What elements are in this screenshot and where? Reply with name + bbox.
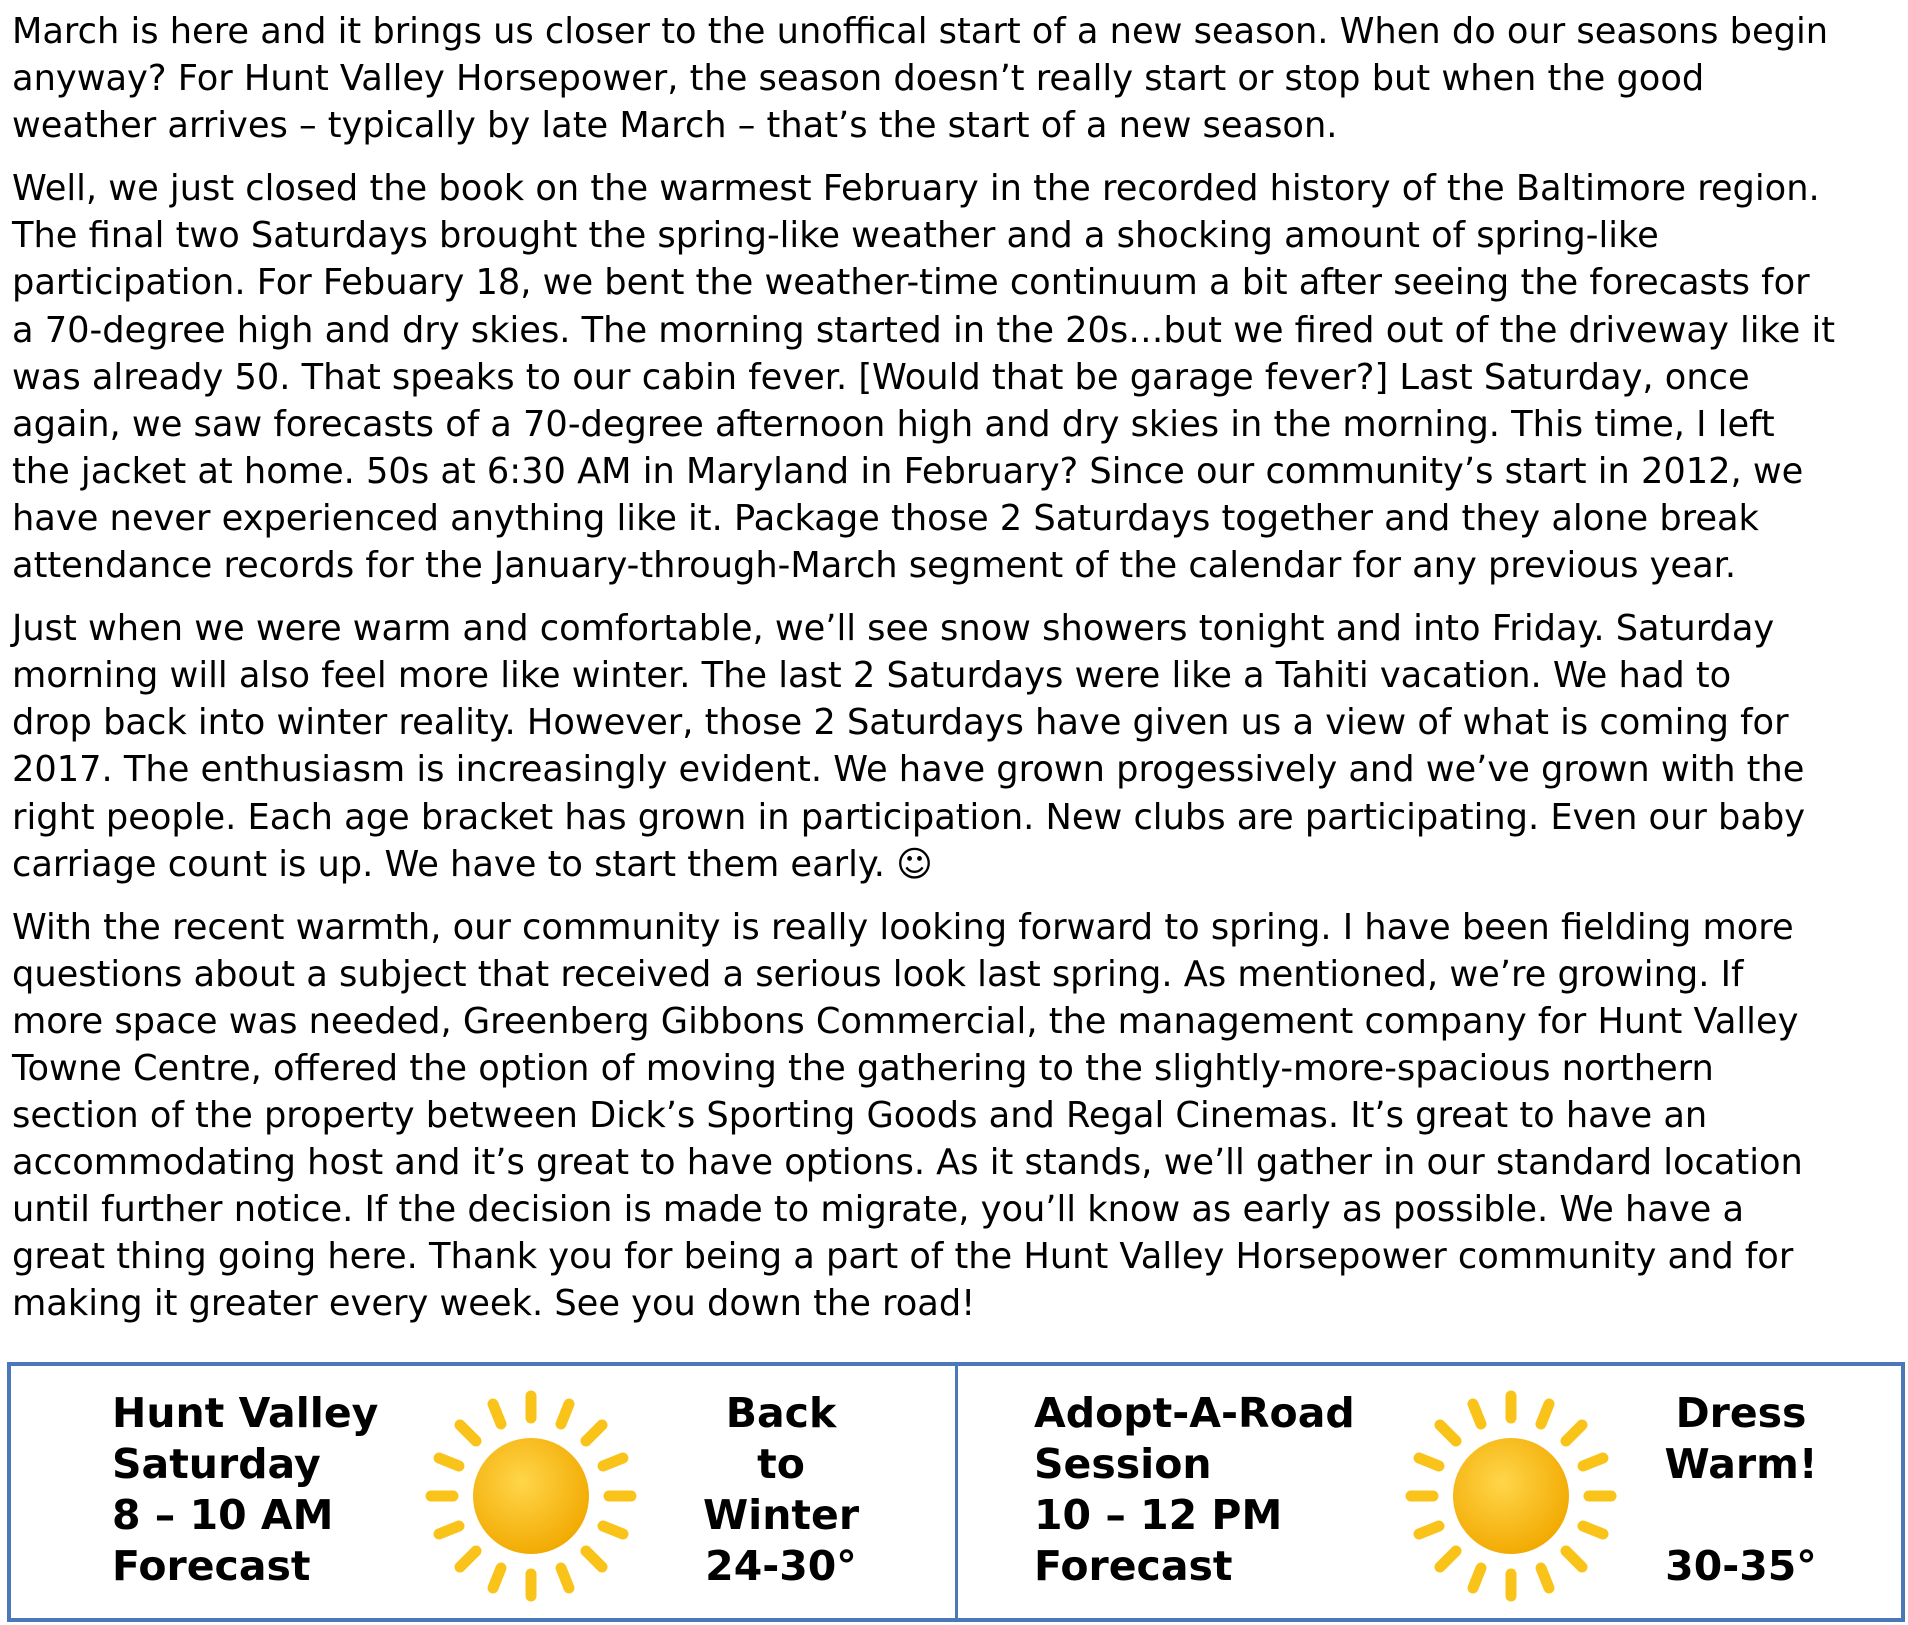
text-line: March is here and it brings us closer to the unoffical start of a new season. When do our seasons begin (12, 11, 1829, 52)
paragraph-1 (12, 8, 1904, 149)
text-line: With the recent warmth, our community is really looking forward to spring. I have been fielding more (12, 906, 1794, 948)
saturday-condition (676, 1388, 886, 1592)
text-line: Just when we were warm and comfortable, we’ll see snow showers tonight and into Friday. Saturday (12, 608, 1775, 650)
paragraph-3 (12, 605, 1904, 888)
label-line: Forecast (112, 1542, 311, 1590)
paragraph-2 (12, 165, 1904, 589)
saturday-forecast-label (112, 1388, 378, 1592)
label-line: Adopt-A-Road (1034, 1389, 1355, 1437)
text-line: carriage count is up. We have to start them early. ☺ (12, 843, 933, 885)
text-line: more space was needed, Greenberg Gibbons Commercial, the management company for Hunt Valley (12, 1000, 1799, 1042)
sun-icon (1401, 1386, 1621, 1606)
condition-line: 24-30° (705, 1542, 857, 1590)
text-line: section of the property between Dick’s Sporting Goods and Regal Cinemas. It’s great to have an (12, 1095, 1708, 1137)
condition-line: 30-35° (1665, 1542, 1817, 1590)
label-line: Forecast (1034, 1542, 1233, 1590)
text-line: drop back into winter reality. However, those 2 Saturdays have given us a view of what is coming for (12, 702, 1789, 744)
text-line: the jacket at home. 50s at 6:30 AM in Maryland in February? Since our community’s start in 2012, we (12, 450, 1804, 492)
text-line: 2017. The enthusiasm is increasingly evident. We have grown progessively and we’ve grown with the (12, 749, 1805, 791)
article-body (12, 8, 1904, 1344)
adopt-a-road-condition (1636, 1388, 1846, 1592)
condition-line: Winter (702, 1491, 860, 1539)
text-line: questions about a subject that received a serious look last spring. As mentioned, we’re growing. If (12, 953, 1744, 995)
paragraph-4 (12, 904, 1904, 1328)
text-line: The final two Saturdays brought the spring-like weather and a shocking amount of spring-like (12, 215, 1659, 257)
text-line: accommodating host and it’s great to have options. As it stands, we’ll gather in our standard location (12, 1142, 1803, 1184)
condition-line: Back (725, 1389, 837, 1437)
text-line: until further notice. If the decision is made to migrate, you’ll know as early as possible. We have a (12, 1189, 1745, 1231)
condition-line: to (757, 1440, 805, 1488)
adopt-a-road-label (1034, 1388, 1355, 1592)
label-line: Session (1034, 1440, 1212, 1488)
condition-line: Dress (1675, 1389, 1807, 1437)
label-line: Hunt Valley (112, 1389, 379, 1437)
text-line: right people. Each age bracket has grown in participation. New clubs are participating. Even our baby (12, 796, 1806, 838)
text-line: participation. For Febuary 18, we bent the weather-time continuum a bit after seeing the forecasts for (12, 262, 1810, 304)
label-line: 8 – 10 AM (112, 1491, 334, 1539)
text-line: anyway? For Hunt Valley Horsepower, the season doesn’t really start or stop but when the good (12, 58, 1705, 100)
sun-disc (1453, 1438, 1569, 1554)
sun-icon (421, 1386, 641, 1606)
text-line: was already 50. That speaks to our cabin fever. [Would that be garage fever?] Last Saturday, once (12, 356, 1750, 398)
text-line: have never experienced anything like it. Package those 2 Saturdays together and they alone break (12, 497, 1759, 539)
condition-line: Warm! (1664, 1440, 1818, 1488)
text-line: making it greater every week. See you down the road! (12, 1283, 976, 1325)
text-line: Well, we just closed the book on the warmest February in the recorded history of the Baltimore region. (12, 168, 1820, 210)
text-line: a 70-degree high and dry skies. The morning started in the 20s…but we fired out of the driveway like it (12, 309, 1836, 351)
forecast-box (7, 1362, 1905, 1622)
text-line: weather arrives – typically by late March – that’s the start of a new season. (12, 105, 1338, 147)
text-line: morning will also feel more like winter. The last 2 Saturdays were like a Tahiti vacation. We had to (12, 655, 1732, 697)
text-line: again, we saw forecasts of a 70-degree afternoon high and dry skies in the morning. This time, I left (12, 403, 1775, 445)
forecast-divider (955, 1366, 958, 1618)
text-line: attendance records for the January-through-March segment of the calendar for any previous year. (12, 545, 1737, 587)
label-line: Saturday (112, 1440, 321, 1488)
label-line: 10 – 12 PM (1034, 1491, 1283, 1539)
text-line: Towne Centre, offered the option of moving the gathering to the slightly-more-spacious northern (12, 1047, 1714, 1089)
text-line: great thing going here. Thank you for being a part of the Hunt Valley Horsepower community and for (12, 1236, 1794, 1278)
condition-line (1636, 1490, 1846, 1541)
sun-disc (473, 1438, 589, 1554)
